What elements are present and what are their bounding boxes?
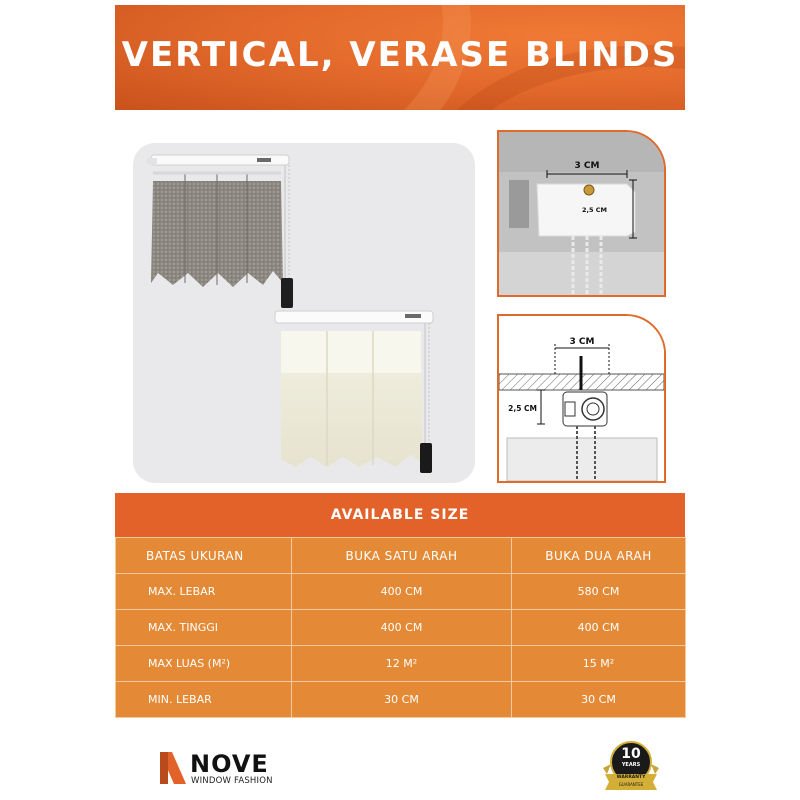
cell-one-way: 400 CM (292, 610, 512, 646)
size-table-section (115, 493, 685, 718)
bracket-technical-drawing (497, 314, 666, 483)
page-title: VERTICAL, VERASE BLINDS (121, 35, 679, 75)
width-label: 3 CM (569, 337, 595, 347)
column-header: BATAS UKURAN (116, 538, 292, 574)
column-header: BUKA SATU ARAH (292, 538, 512, 574)
nove-logo (158, 750, 278, 788)
size-table (115, 537, 686, 718)
drawing-illustration (499, 316, 664, 481)
table-row (116, 646, 686, 682)
brand-name: NOVE (190, 750, 269, 778)
cell-one-way: 400 CM (292, 574, 512, 610)
column-header: BUKA DUA ARAH (512, 538, 686, 574)
cell-one-way: 12 M² (292, 646, 512, 682)
table-row (116, 574, 686, 610)
table-row (116, 610, 686, 646)
cell-two-way: 580 CM (512, 574, 686, 610)
cell-two-way: 15 M² (512, 646, 686, 682)
cell-two-way: 400 CM (512, 610, 686, 646)
row-label: MAX. TINGGI (116, 610, 292, 646)
brand-tagline: WINDOW FASHION (191, 776, 273, 786)
width-label: 3 CM (574, 161, 600, 171)
logo-mark-icon (158, 750, 188, 786)
table-row (116, 682, 686, 718)
row-label: MAX. LEBAR (116, 574, 292, 610)
height-label: 2,5 CM (508, 404, 537, 413)
cell-one-way: 30 CM (292, 682, 512, 718)
bracket-photo-illustration (499, 132, 664, 295)
table-title: AVAILABLE SIZE (115, 493, 685, 537)
row-label: MIN. LEBAR (116, 682, 292, 718)
product-photo (133, 143, 475, 483)
cell-two-way: 30 CM (512, 682, 686, 718)
blinds-illustration (133, 143, 475, 483)
row-label: MAX LUAS (M²) (116, 646, 292, 682)
badge-guarantee: GUARANTEE (618, 782, 644, 787)
badge-number: 10 (621, 746, 641, 762)
warranty-badge (597, 740, 665, 798)
badge-years: YEARS (621, 762, 641, 768)
badge-warranty: WARRANTY (616, 775, 646, 780)
sheer-blind (275, 311, 433, 473)
bracket-detail-photo (497, 130, 666, 297)
table-header-row (116, 538, 686, 574)
grey-blind (147, 155, 293, 308)
title-banner (115, 5, 685, 110)
height-label: 2,5 CM (581, 206, 607, 214)
